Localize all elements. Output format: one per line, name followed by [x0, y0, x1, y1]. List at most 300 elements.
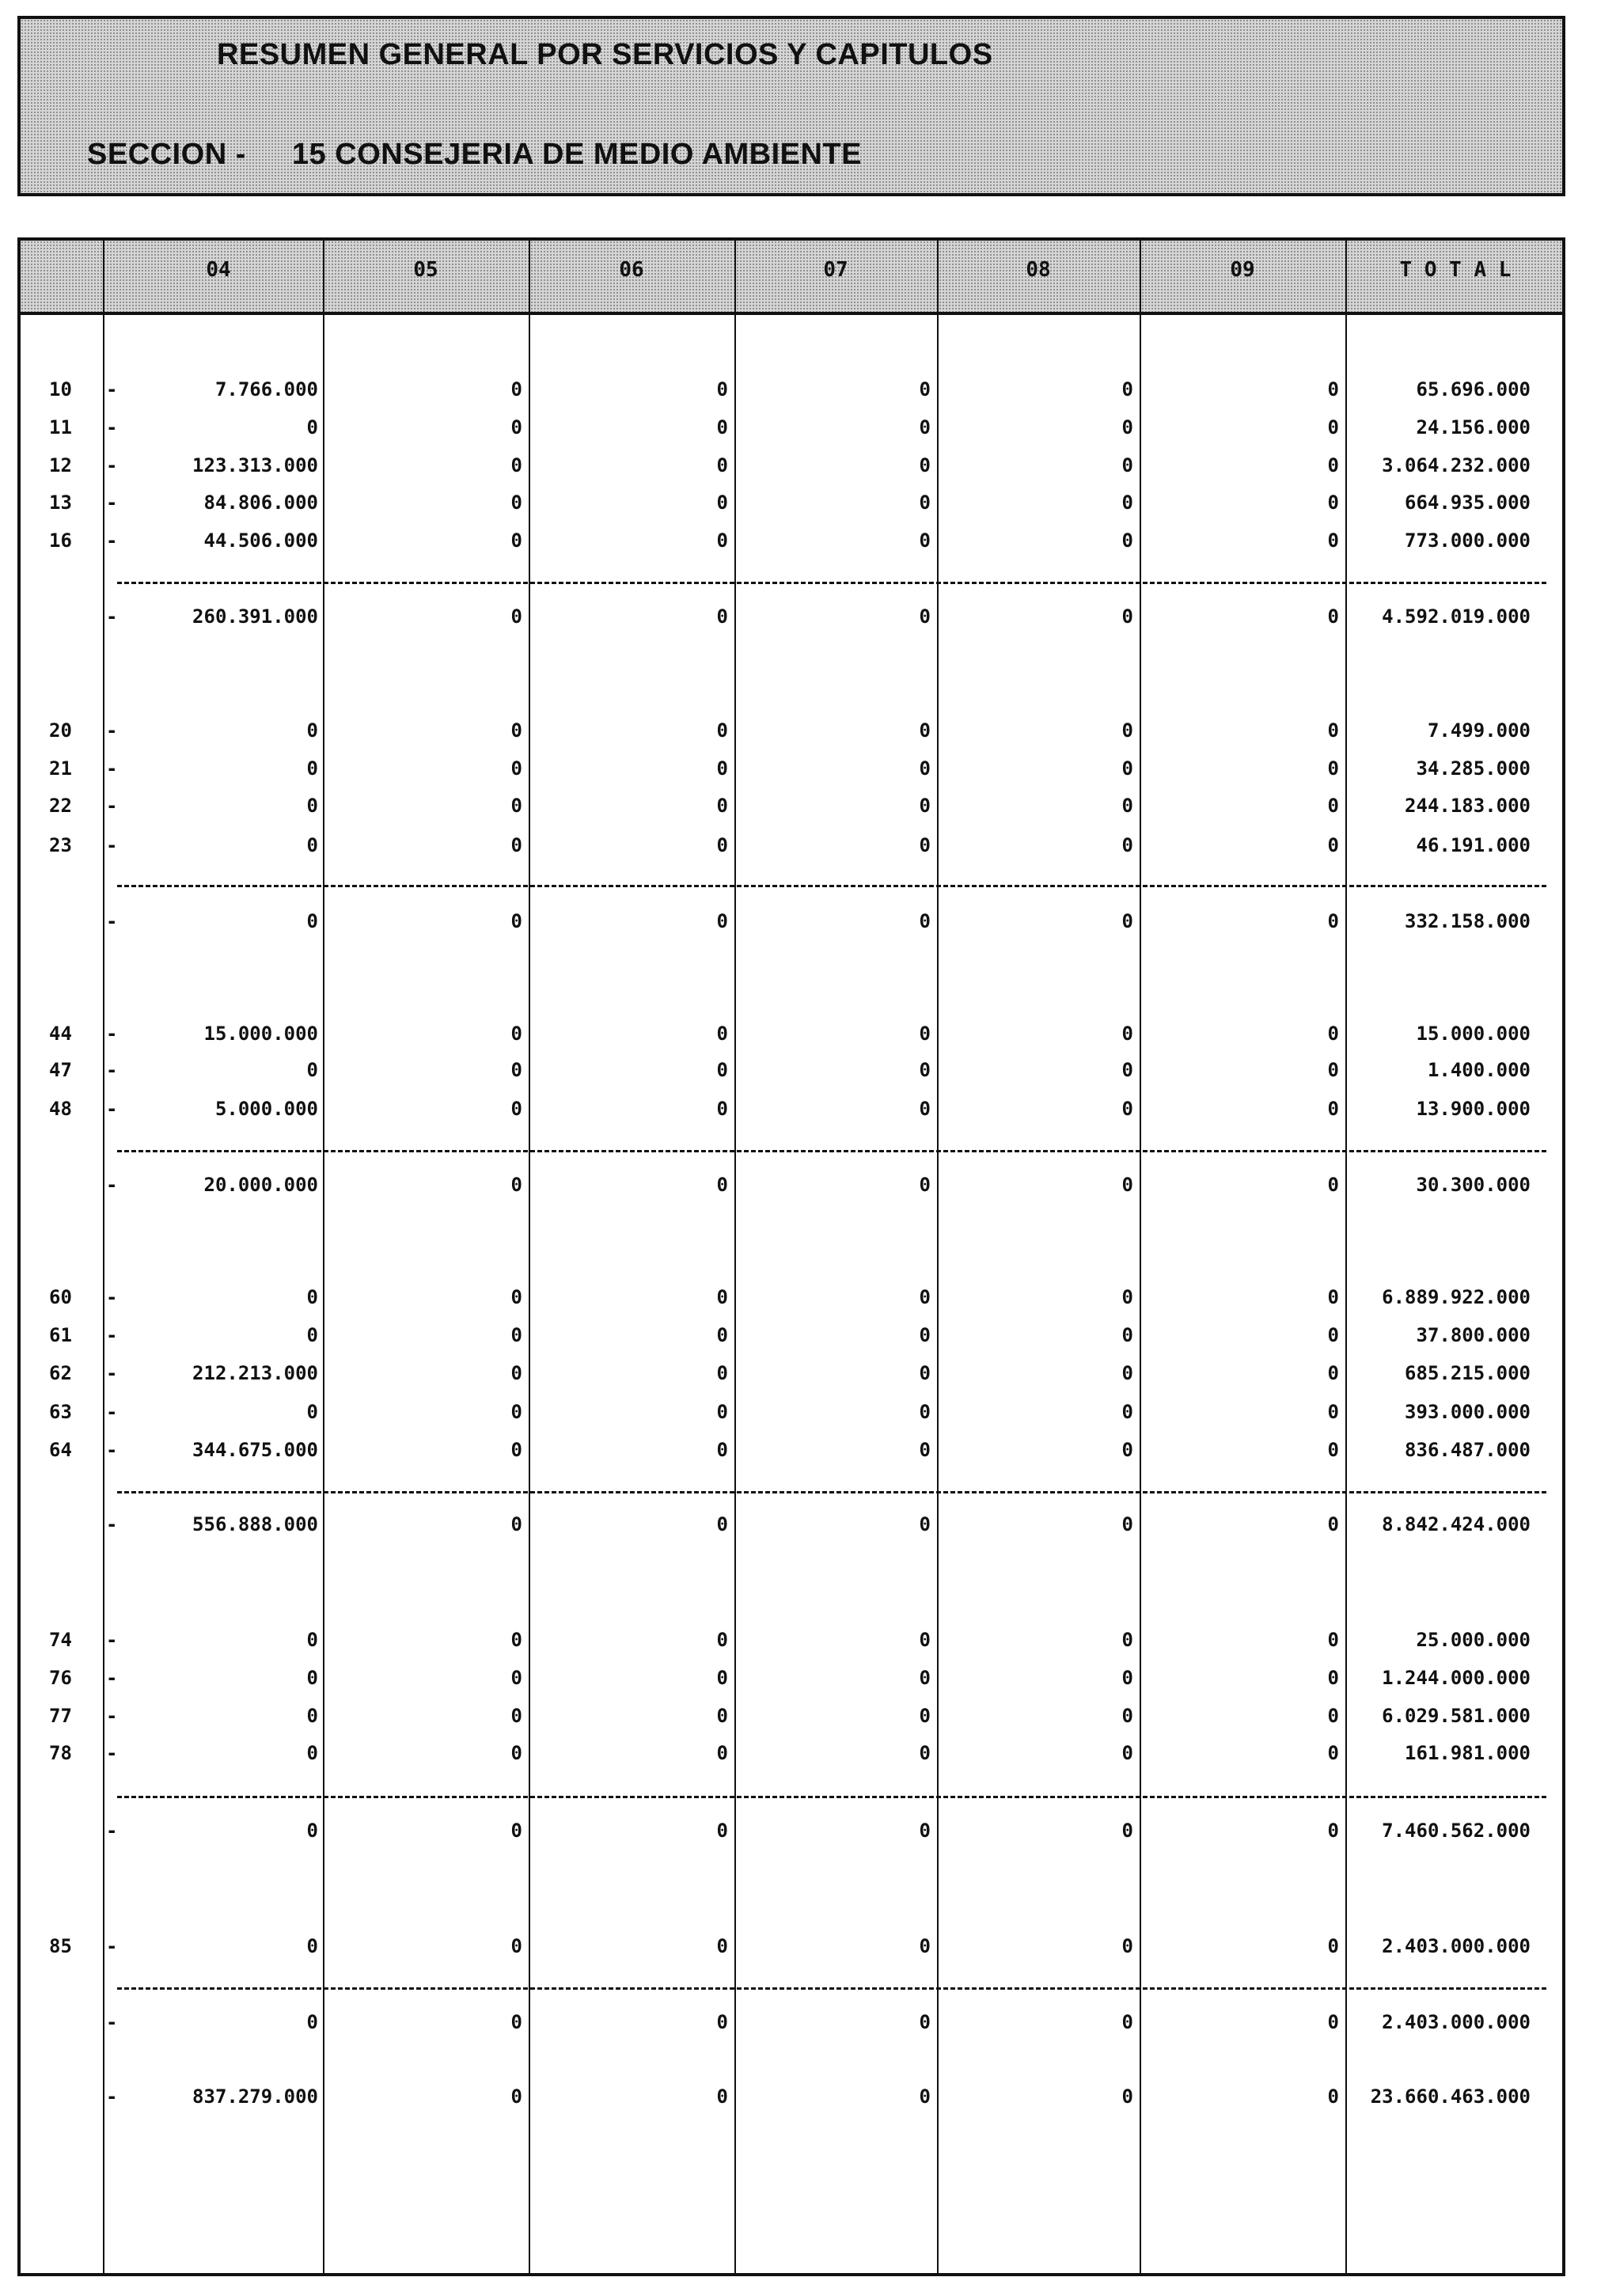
- cell-col-04: 837.279.000: [192, 2085, 318, 2108]
- cell-col-05: 0: [510, 1629, 522, 1651]
- cell-col-06: 0: [716, 1439, 728, 1461]
- cell-col-07: 0: [919, 1401, 931, 1423]
- row-code: 85: [49, 1935, 72, 1957]
- cell-col-total: 1.400.000: [1427, 1059, 1531, 1081]
- table-row: [21, 716, 1562, 748]
- row-dash: -: [106, 1362, 118, 1384]
- subtotal-separator: [117, 1987, 1546, 1990]
- cell-col-05: 0: [510, 1174, 522, 1196]
- cell-col-05: 0: [510, 1023, 522, 1045]
- cell-col-04: 0: [306, 757, 318, 780]
- row-code: 48: [49, 1098, 72, 1120]
- cell-col-07: 0: [919, 1439, 931, 1461]
- cell-col-09: 0: [1327, 1629, 1339, 1651]
- table-row: [21, 1702, 1562, 1733]
- cell-col-08: 0: [1121, 1324, 1133, 1346]
- cell-col-05: 0: [510, 605, 522, 628]
- cell-col-total: 332.158.000: [1405, 910, 1531, 932]
- cell-col-total: 46.191.000: [1416, 834, 1531, 856]
- row-code: 64: [49, 1439, 72, 1461]
- cell-col-09: 0: [1327, 1667, 1339, 1689]
- cell-col-08: 0: [1121, 1705, 1133, 1727]
- cell-col-04: 0: [306, 910, 318, 932]
- cell-col-04: 0: [306, 795, 318, 817]
- cell-col-06: 0: [716, 834, 728, 856]
- table-row: [21, 1932, 1562, 1964]
- cell-col-04: 556.888.000: [192, 1513, 318, 1535]
- cell-col-08: 0: [1121, 1629, 1133, 1651]
- cell-col-08: 0: [1121, 1401, 1133, 1423]
- row-dash: -: [106, 1098, 118, 1120]
- row-dash: -: [106, 1513, 118, 1535]
- cell-col-total: 23.660.463.000: [1370, 2085, 1531, 2108]
- row-code: 22: [49, 795, 72, 817]
- cell-col-08: 0: [1121, 1286, 1133, 1308]
- cell-col-09: 0: [1327, 1059, 1339, 1081]
- row-dash: -: [106, 834, 118, 856]
- row-dash: -: [106, 454, 118, 476]
- cell-col-total: 773.000.000: [1405, 529, 1531, 552]
- cell-col-08: 0: [1121, 757, 1133, 780]
- row-code: 62: [49, 1362, 72, 1384]
- cell-col-07: 0: [919, 2011, 931, 2033]
- cell-col-09: 0: [1327, 529, 1339, 552]
- cell-col-08: 0: [1121, 1935, 1133, 1957]
- column-header-09: 09: [1230, 258, 1255, 282]
- column-header-08: 08: [1026, 258, 1051, 282]
- cell-col-06: 0: [716, 719, 728, 742]
- row-dash: -: [106, 1742, 118, 1764]
- row-dash: -: [106, 1439, 118, 1461]
- grand-total-row: [21, 2082, 1562, 2114]
- cell-col-07: 0: [919, 834, 931, 856]
- cell-col-04: 0: [306, 1059, 318, 1081]
- row-code: 47: [49, 1059, 72, 1081]
- cell-col-total: 2.403.000.000: [1382, 2011, 1531, 2033]
- row-code: 10: [49, 378, 72, 400]
- cell-col-06: 0: [716, 1705, 728, 1727]
- column-header-06: 06: [619, 258, 644, 282]
- row-code: 16: [49, 529, 72, 552]
- row-dash: -: [106, 378, 118, 400]
- cell-col-06: 0: [716, 1629, 728, 1651]
- cell-col-total: 836.487.000: [1405, 1439, 1531, 1461]
- cell-col-09: 0: [1327, 1705, 1339, 1727]
- cell-col-09: 0: [1327, 1439, 1339, 1461]
- subtotal-separator: [117, 885, 1546, 887]
- cell-col-08: 0: [1121, 1513, 1133, 1535]
- row-dash: -: [106, 1324, 118, 1346]
- cell-col-07: 0: [919, 1820, 931, 1842]
- table-row: [21, 1019, 1562, 1051]
- cell-col-06: 0: [716, 378, 728, 400]
- cell-col-09: 0: [1327, 454, 1339, 476]
- subtotal-row: [21, 907, 1562, 939]
- cell-col-08: 0: [1121, 416, 1133, 438]
- cell-col-08: 0: [1121, 529, 1133, 552]
- cell-col-07: 0: [919, 1935, 931, 1957]
- row-dash: -: [106, 1667, 118, 1689]
- cell-col-04: 0: [306, 1705, 318, 1727]
- cell-col-08: 0: [1121, 1820, 1133, 1842]
- table-row: [21, 1436, 1562, 1467]
- cell-col-09: 0: [1327, 605, 1339, 628]
- row-dash: -: [106, 719, 118, 742]
- cell-col-08: 0: [1121, 1023, 1133, 1045]
- cell-col-total: 1.244.000.000: [1382, 1667, 1531, 1689]
- cell-col-total: 7.460.562.000: [1382, 1820, 1531, 1842]
- cell-col-08: 0: [1121, 491, 1133, 514]
- cell-col-04: 84.806.000: [203, 491, 318, 514]
- column-header-total: T O T A L: [1399, 258, 1512, 282]
- row-code: 11: [49, 416, 72, 438]
- cell-col-06: 0: [716, 605, 728, 628]
- report-header: [17, 16, 1565, 196]
- row-code: 21: [49, 757, 72, 780]
- cell-col-08: 0: [1121, 1098, 1133, 1120]
- report-title: RESUMEN GENERAL POR SERVICIOS Y CAPITULOS: [217, 38, 993, 71]
- row-dash: -: [106, 416, 118, 438]
- cell-col-05: 0: [510, 2085, 522, 2108]
- row-code: 61: [49, 1324, 72, 1346]
- table-row: [21, 1321, 1562, 1353]
- cell-col-06: 0: [716, 1098, 728, 1120]
- row-code: 60: [49, 1286, 72, 1308]
- cell-col-08: 0: [1121, 719, 1133, 742]
- cell-col-06: 0: [716, 1401, 728, 1423]
- cell-col-total: 4.592.019.000: [1382, 605, 1531, 628]
- row-dash: -: [106, 910, 118, 932]
- cell-col-07: 0: [919, 1059, 931, 1081]
- cell-col-total: 2.403.000.000: [1382, 1935, 1531, 1957]
- cell-col-08: 0: [1121, 1742, 1133, 1764]
- row-dash: -: [106, 2085, 118, 2108]
- cell-col-09: 0: [1327, 491, 1339, 514]
- cell-col-07: 0: [919, 2085, 931, 2108]
- row-code: 74: [49, 1629, 72, 1651]
- cell-col-09: 0: [1327, 416, 1339, 438]
- cell-col-08: 0: [1121, 834, 1133, 856]
- cell-col-total: 24.156.000: [1416, 416, 1531, 438]
- cell-col-04: 0: [306, 719, 318, 742]
- cell-col-09: 0: [1327, 757, 1339, 780]
- row-code: 13: [49, 491, 72, 514]
- cell-col-05: 0: [510, 1667, 522, 1689]
- cell-col-04: 260.391.000: [192, 605, 318, 628]
- cell-col-08: 0: [1121, 2011, 1133, 2033]
- cell-col-09: 0: [1327, 910, 1339, 932]
- cell-col-07: 0: [919, 1629, 931, 1651]
- cell-col-05: 0: [510, 378, 522, 400]
- cell-col-05: 0: [510, 1362, 522, 1384]
- cell-col-07: 0: [919, 378, 931, 400]
- table-row: [21, 831, 1562, 863]
- cell-col-07: 0: [919, 757, 931, 780]
- table-row: [21, 1056, 1562, 1087]
- cell-col-05: 0: [510, 1513, 522, 1535]
- cell-col-09: 0: [1327, 1174, 1339, 1196]
- table-row: [21, 1398, 1562, 1429]
- cell-col-05: 0: [510, 1324, 522, 1346]
- cell-col-06: 0: [716, 757, 728, 780]
- row-dash: -: [106, 1401, 118, 1423]
- row-dash: -: [106, 1174, 118, 1196]
- cell-col-08: 0: [1121, 1439, 1133, 1461]
- cell-col-05: 0: [510, 454, 522, 476]
- cell-col-04: 0: [306, 416, 318, 438]
- cell-col-total: 30.300.000: [1416, 1174, 1531, 1196]
- cell-col-07: 0: [919, 416, 931, 438]
- cell-col-06: 0: [716, 1174, 728, 1196]
- cell-col-09: 0: [1327, 1286, 1339, 1308]
- cell-col-total: 244.183.000: [1405, 795, 1531, 817]
- subtotal-row: [21, 2008, 1562, 2040]
- cell-col-07: 0: [919, 1324, 931, 1346]
- cell-col-09: 0: [1327, 795, 1339, 817]
- cell-col-05: 0: [510, 1705, 522, 1727]
- table-row: [21, 413, 1562, 445]
- cell-col-07: 0: [919, 1667, 931, 1689]
- cell-col-08: 0: [1121, 605, 1133, 628]
- cell-col-05: 0: [510, 1401, 522, 1423]
- cell-col-04: 0: [306, 1629, 318, 1651]
- cell-col-04: 0: [306, 1935, 318, 1957]
- cell-col-05: 0: [510, 1820, 522, 1842]
- cell-col-07: 0: [919, 1362, 931, 1384]
- cell-col-05: 0: [510, 491, 522, 514]
- table-row: [21, 375, 1562, 407]
- cell-col-total: 161.981.000: [1405, 1742, 1531, 1764]
- table-row: [21, 791, 1562, 823]
- row-code: 23: [49, 834, 72, 856]
- cell-col-06: 0: [716, 454, 728, 476]
- cell-col-09: 0: [1327, 1513, 1339, 1535]
- cell-col-06: 0: [716, 2011, 728, 2033]
- row-code: 76: [49, 1667, 72, 1689]
- cell-col-06: 0: [716, 1286, 728, 1308]
- cell-col-total: 393.000.000: [1405, 1401, 1531, 1423]
- cell-col-07: 0: [919, 1513, 931, 1535]
- cell-col-05: 0: [510, 1098, 522, 1120]
- cell-col-07: 0: [919, 910, 931, 932]
- table-row: [21, 1664, 1562, 1695]
- cell-col-07: 0: [919, 1705, 931, 1727]
- cell-col-09: 0: [1327, 1935, 1339, 1957]
- cell-col-04: 0: [306, 1742, 318, 1764]
- cell-col-09: 0: [1327, 1401, 1339, 1423]
- cell-col-05: 0: [510, 757, 522, 780]
- row-dash: -: [106, 491, 118, 514]
- cell-col-04: 5.000.000: [214, 1098, 318, 1120]
- cell-col-09: 0: [1327, 834, 1339, 856]
- row-dash: -: [106, 757, 118, 780]
- cell-col-08: 0: [1121, 910, 1133, 932]
- cell-col-04: 15.000.000: [203, 1023, 318, 1045]
- row-dash: -: [106, 529, 118, 552]
- row-dash: -: [106, 795, 118, 817]
- cell-col-total: 25.000.000: [1416, 1629, 1531, 1651]
- cell-col-05: 0: [510, 719, 522, 742]
- cell-col-total: 65.696.000: [1416, 378, 1531, 400]
- cell-col-07: 0: [919, 719, 931, 742]
- cell-col-07: 0: [919, 454, 931, 476]
- row-dash: -: [106, 605, 118, 628]
- cell-col-08: 0: [1121, 1059, 1133, 1081]
- cell-col-08: 0: [1121, 1362, 1133, 1384]
- subtotal-separator: [117, 1796, 1546, 1798]
- cell-col-05: 0: [510, 795, 522, 817]
- cell-col-07: 0: [919, 1174, 931, 1196]
- cell-col-07: 0: [919, 491, 931, 514]
- cell-col-07: 0: [919, 1098, 931, 1120]
- cell-col-08: 0: [1121, 378, 1133, 400]
- cell-col-04: 0: [306, 1401, 318, 1423]
- column-header-07: 07: [823, 258, 848, 282]
- section-heading: [87, 138, 862, 172]
- cell-col-04: 0: [306, 1286, 318, 1308]
- cell-col-total: 8.842.424.000: [1382, 1513, 1531, 1535]
- cell-col-04: 20.000.000: [203, 1174, 318, 1196]
- cell-col-09: 0: [1327, 2085, 1339, 2108]
- cell-col-06: 0: [716, 1935, 728, 1957]
- row-dash: -: [106, 1705, 118, 1727]
- cell-col-07: 0: [919, 1286, 931, 1308]
- cell-col-06: 0: [716, 1820, 728, 1842]
- section-name: 15 CONSEJERIA DE MEDIO AMBIENTE: [291, 138, 863, 171]
- cell-col-05: 0: [510, 1439, 522, 1461]
- row-dash: -: [106, 1629, 118, 1651]
- cell-col-06: 0: [716, 529, 728, 552]
- table-row: [21, 526, 1562, 558]
- cell-col-06: 0: [716, 910, 728, 932]
- cell-col-total: 3.064.232.000: [1382, 454, 1531, 476]
- cell-col-07: 0: [919, 795, 931, 817]
- cell-col-06: 0: [716, 491, 728, 514]
- subtotal-row: [21, 1816, 1562, 1848]
- cell-col-05: 0: [510, 1059, 522, 1081]
- table-row: [21, 488, 1562, 520]
- row-dash: -: [106, 1023, 118, 1045]
- cell-col-09: 0: [1327, 1324, 1339, 1346]
- cell-col-06: 0: [716, 795, 728, 817]
- cell-col-06: 0: [716, 1513, 728, 1535]
- table-row: [21, 1359, 1562, 1391]
- cell-col-05: 0: [510, 1286, 522, 1308]
- cell-col-total: 34.285.000: [1416, 757, 1531, 780]
- cell-col-04: 44.506.000: [203, 529, 318, 552]
- column-header-04: 04: [206, 258, 231, 282]
- cell-col-09: 0: [1327, 1362, 1339, 1384]
- cell-col-total: 15.000.000: [1416, 1023, 1531, 1045]
- cell-col-05: 0: [510, 2011, 522, 2033]
- cell-col-05: 0: [510, 529, 522, 552]
- row-dash: -: [106, 1935, 118, 1957]
- cell-col-09: 0: [1327, 2011, 1339, 2033]
- cell-col-04: 344.675.000: [192, 1439, 318, 1461]
- table-row: [21, 1095, 1562, 1126]
- subtotal-row: [21, 1510, 1562, 1542]
- row-dash: -: [106, 1286, 118, 1308]
- table-row: [21, 754, 1562, 786]
- subtotal-separator: [117, 582, 1546, 584]
- cell-col-07: 0: [919, 1742, 931, 1764]
- cell-col-08: 0: [1121, 1174, 1133, 1196]
- cell-col-total: 7.499.000: [1427, 719, 1531, 742]
- cell-col-05: 0: [510, 1742, 522, 1764]
- section-label: SECCION -: [87, 138, 246, 171]
- cell-col-04: 0: [306, 1820, 318, 1842]
- cell-col-04: 0: [306, 1667, 318, 1689]
- cell-col-09: 0: [1327, 378, 1339, 400]
- cell-col-07: 0: [919, 605, 931, 628]
- table-row: [21, 1626, 1562, 1657]
- cell-col-06: 0: [716, 1324, 728, 1346]
- cell-col-09: 0: [1327, 1742, 1339, 1764]
- cell-col-04: 0: [306, 2011, 318, 2033]
- row-code: 44: [49, 1023, 72, 1045]
- cell-col-total: 6.029.581.000: [1382, 1705, 1531, 1727]
- cell-col-04: 7.766.000: [214, 378, 318, 400]
- cell-col-06: 0: [716, 1023, 728, 1045]
- cell-col-06: 0: [716, 416, 728, 438]
- cell-col-08: 0: [1121, 2085, 1133, 2108]
- cell-col-08: 0: [1121, 454, 1133, 476]
- table-row: [21, 1283, 1562, 1315]
- cell-col-08: 0: [1121, 795, 1133, 817]
- cell-col-04: 123.313.000: [192, 454, 318, 476]
- budget-table: [17, 237, 1565, 2276]
- cell-col-06: 0: [716, 1667, 728, 1689]
- row-code: 63: [49, 1401, 72, 1423]
- cell-col-09: 0: [1327, 1098, 1339, 1120]
- table-header: [21, 241, 1562, 315]
- row-code: 12: [49, 454, 72, 476]
- cell-col-06: 0: [716, 1362, 728, 1384]
- cell-col-06: 0: [716, 1059, 728, 1081]
- cell-col-04: 212.213.000: [192, 1362, 318, 1384]
- cell-col-total: 664.935.000: [1405, 491, 1531, 514]
- row-code: 77: [49, 1705, 72, 1727]
- row-dash: -: [106, 1820, 118, 1842]
- table-row: [21, 451, 1562, 483]
- cell-col-08: 0: [1121, 1667, 1133, 1689]
- cell-col-total: 37.800.000: [1416, 1324, 1531, 1346]
- row-code: 20: [49, 719, 72, 742]
- cell-col-09: 0: [1327, 719, 1339, 742]
- subtotal-separator: [117, 1491, 1546, 1493]
- cell-col-06: 0: [716, 1742, 728, 1764]
- cell-col-04: 0: [306, 1324, 318, 1346]
- cell-col-04: 0: [306, 834, 318, 856]
- subtotal-separator: [117, 1150, 1546, 1152]
- cell-col-09: 0: [1327, 1023, 1339, 1045]
- cell-col-07: 0: [919, 1023, 931, 1045]
- row-code: 78: [49, 1742, 72, 1764]
- cell-col-total: 6.889.922.000: [1382, 1286, 1531, 1308]
- table-row: [21, 1739, 1562, 1770]
- row-dash: -: [106, 1059, 118, 1081]
- cell-col-05: 0: [510, 416, 522, 438]
- cell-col-09: 0: [1327, 1820, 1339, 1842]
- cell-col-05: 0: [510, 910, 522, 932]
- cell-col-total: 685.215.000: [1405, 1362, 1531, 1384]
- cell-col-05: 0: [510, 1935, 522, 1957]
- subtotal-row: [21, 602, 1562, 634]
- cell-col-05: 0: [510, 834, 522, 856]
- subtotal-row: [21, 1171, 1562, 1202]
- cell-col-total: 13.900.000: [1416, 1098, 1531, 1120]
- column-header-05: 05: [413, 258, 438, 282]
